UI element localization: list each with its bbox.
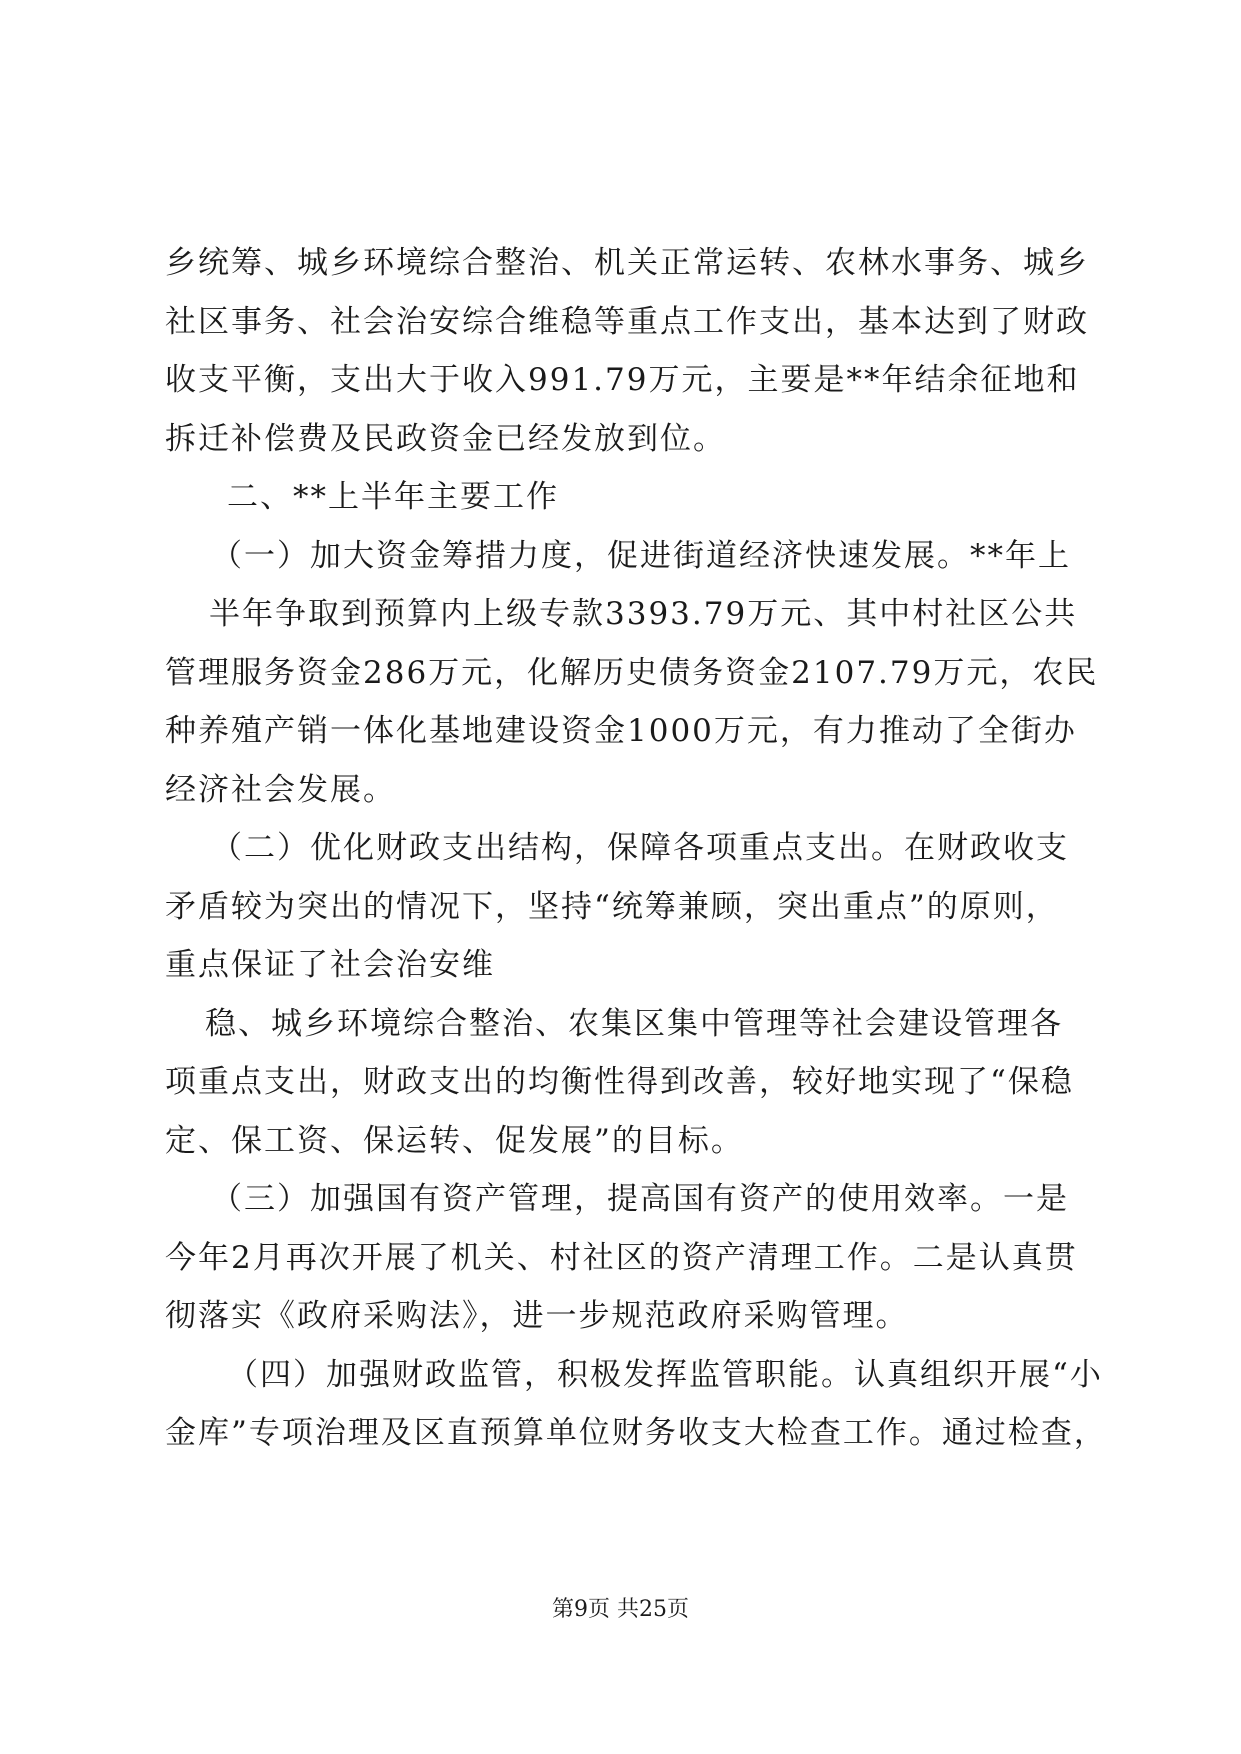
page-number: 第9页 共25页 bbox=[552, 1597, 689, 1622]
text-line: 今年2月再次开展了机关、村社区的资产清理工作。二是认真贯 bbox=[165, 1239, 1078, 1276]
text-line: 定、保工资、保运转、促发展”的目标。 bbox=[165, 1122, 744, 1159]
text-line: 彻落实《政府采购法》，进一步规范政府采购管理。 bbox=[165, 1298, 909, 1334]
text-line: （二）优化财政支出结构，保障各项重点支出。在财政收支 bbox=[211, 830, 1069, 866]
text-line: 重点保证了社会治安维 bbox=[165, 947, 495, 983]
text-line: 社区事务、社会治安综合维稳等重点工作支出，基本达到了财政 bbox=[165, 303, 1089, 340]
text-line: 金库”专项治理及区直预算单位财务收支大检查工作。通过检查， bbox=[165, 1415, 1107, 1451]
section-heading: 二、**上半年主要工作 bbox=[227, 479, 559, 515]
text-line: 项重点支出，财政支出的均衡性得到改善，较好地实现了“保稳 bbox=[165, 1064, 1074, 1100]
text-line: 种养殖产销一体化基地建设资金1000万元，有力推动了全街办 bbox=[165, 713, 1077, 749]
text-line: 拆迁补偿费及民政资金已经发放到位。 bbox=[165, 420, 726, 457]
text-line: 稳、城乡环境综合整治、农集区集中管理等社会建设管理各 bbox=[205, 1005, 1063, 1042]
body-text bbox=[165, 234, 1107, 1463]
text-line: 收支平衡，支出大于收入991.79万元，主要是**年结余征地和 bbox=[165, 362, 1080, 398]
text-line: （一）加大资金筹措力度，促进街道经济快速发展。**年上 bbox=[211, 537, 1071, 574]
text-line: 乡统筹、城乡环境综合整治、机关正常运转、农林水事务、城乡 bbox=[165, 245, 1089, 281]
text-line: （三）加强国有资产管理，提高国有资产的使用效率。一是 bbox=[211, 1181, 1069, 1217]
text-line: 管理服务资金286万元，化解历史债务资金2107.79万元，农民 bbox=[165, 654, 1099, 691]
text-line: 经济社会发展。 bbox=[165, 771, 396, 808]
text-line: （四）加强财政监管，积极发挥监管职能。认真组织开展“小 bbox=[227, 1356, 1103, 1393]
text-line: 矛盾较为突出的情况下，坚持“统筹兼顾，突出重点”的原则， bbox=[165, 888, 1059, 925]
text-line: 半年争取到预算内上级专款3393.79万元、其中村社区公共 bbox=[209, 596, 1078, 632]
